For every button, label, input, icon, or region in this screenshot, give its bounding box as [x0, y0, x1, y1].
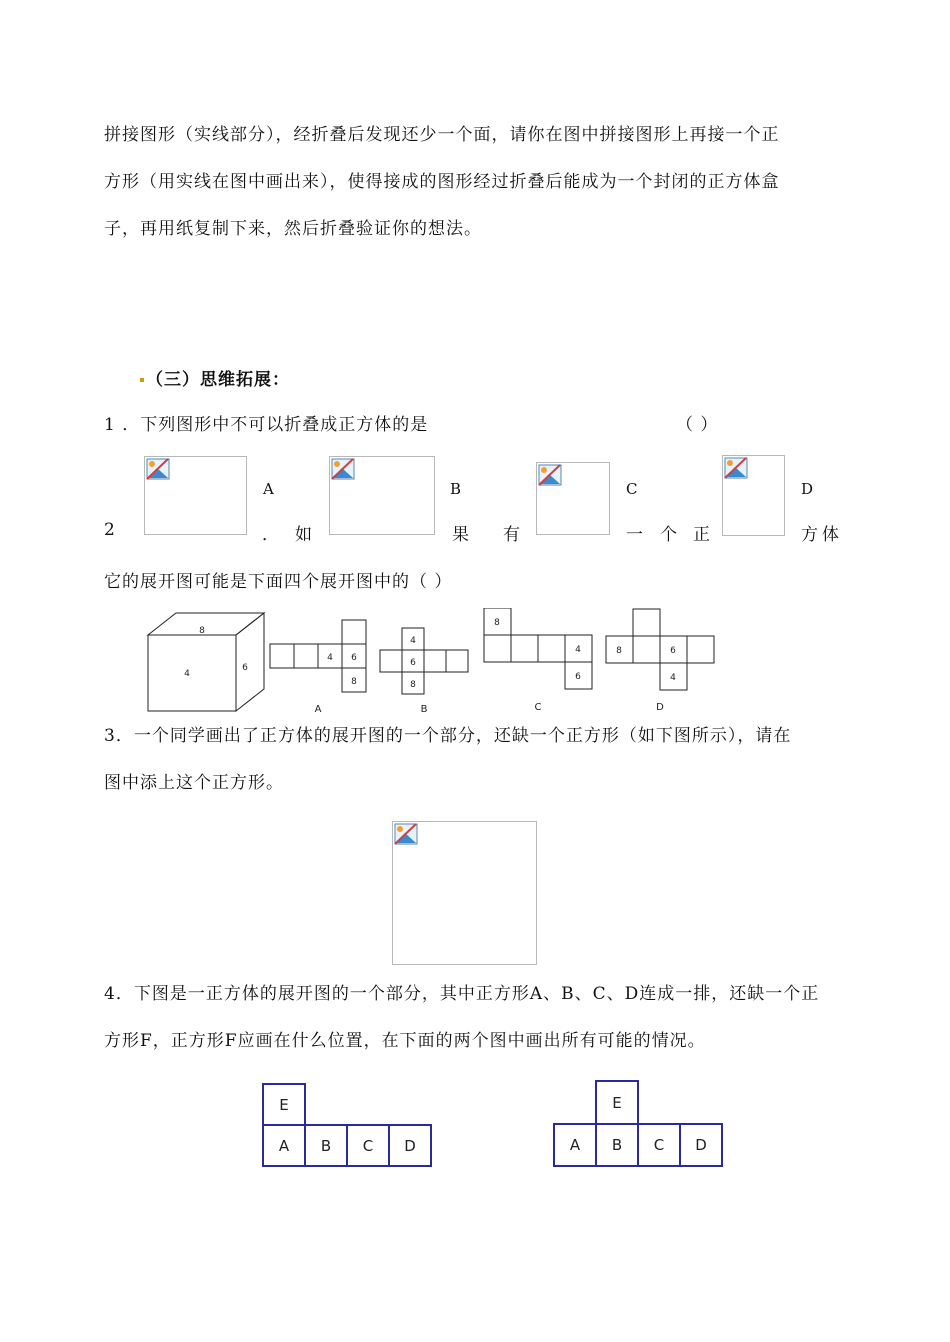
q2-text-part-4: 一: [626, 525, 643, 545]
net-c-face-8: 8: [494, 618, 500, 628]
q1-option-d-label: D: [801, 480, 814, 498]
broken-image-icon: [724, 457, 748, 479]
broken-image-icon: [394, 823, 418, 845]
left-grid-e: E: [279, 1096, 289, 1114]
cube-right-label: 6: [242, 663, 248, 673]
q1-option-c-label: C: [626, 480, 638, 498]
intro-line-3: 子，再用纸复制下来，然后折叠验证你的想法。: [104, 219, 482, 239]
net-d-face-4: 4: [670, 673, 676, 683]
q2-line-2: 它的展开图可能是下面四个展开图中的（ ）: [104, 572, 453, 592]
q3-line-1: 3．一个同学画出了正方体的展开图的一个部分，还缺一个正方形（如下图所示），请在: [104, 726, 792, 746]
net-a-face-6: 6: [351, 653, 357, 663]
q2-cube: [148, 613, 264, 711]
q2-text-part-6: 正: [693, 525, 710, 545]
q1-text: 1 ．下列图形中不可以折叠成正方体的是: [104, 415, 429, 435]
q4-line-2: 方形F，正方形F应画在什么位置，在下面的两个图中画出所有可能的情况。: [104, 1031, 706, 1051]
right-grid-e: E: [612, 1094, 622, 1112]
right-grid-c: C: [653, 1136, 665, 1154]
heading-marker: [140, 378, 144, 382]
net-b-label: B: [420, 704, 428, 715]
intro-line-1: 拼接图形（实线部分），经折叠后发现还少一个面，请你在图中拼接图形上再接一个正: [104, 125, 780, 145]
left-grid-a: A: [278, 1137, 290, 1155]
q1-option-b-image: [329, 456, 435, 535]
net-a-face-4: 4: [327, 653, 333, 663]
net-d-face-6: 6: [670, 646, 676, 656]
right-grid-d: D: [695, 1136, 707, 1154]
net-d-label: D: [656, 702, 664, 713]
broken-image-icon: [146, 458, 170, 480]
section-heading: （三）思维拓展：: [146, 370, 290, 390]
right-grid-b: B: [611, 1136, 623, 1154]
q1-option-b-label: B: [450, 480, 462, 498]
q2-text-part-5: 个: [660, 525, 677, 545]
net-b-face-8: 8: [410, 680, 416, 690]
q3-line-2: 图中添上这个正方形。: [104, 773, 284, 793]
q1-option-a-label: A: [263, 480, 274, 498]
broken-image-icon: [538, 464, 562, 486]
q1-option-a-image: [144, 456, 247, 535]
q2-net-b: [380, 628, 468, 694]
net-c-face-6: 6: [575, 672, 581, 682]
q2-text-part-1: ．如: [262, 525, 328, 545]
q1-answer-blank: （ ）: [676, 415, 719, 435]
q4-figures: [258, 1078, 728, 1174]
cube-top-label: 8: [199, 626, 205, 636]
net-c-label: C: [534, 702, 542, 713]
left-grid-c: C: [362, 1137, 374, 1155]
q2-number: 2: [104, 520, 115, 540]
cube-front-label: 4: [184, 669, 190, 679]
net-d-face-8: 8: [616, 646, 622, 656]
broken-image-icon: [331, 458, 355, 480]
net-c-face-4: 4: [575, 645, 581, 655]
net-b-face-4: 4: [410, 636, 416, 646]
intro-line-2: 方形（用实线在图中画出来），使得接成的图形经过折叠后能成为一个封闭的正方体盒: [104, 172, 780, 192]
q2-figures: [140, 608, 740, 718]
q4-line-1: 4．下图是一正方体的展开图的一个部分，其中正方形A、B、C、D连成一排，还缺一个正: [104, 984, 820, 1004]
left-grid-d: D: [404, 1137, 416, 1155]
q2-text-part-7: 方体: [801, 525, 843, 545]
q2-net-d: [606, 609, 714, 690]
q2-text-part-3: 有: [503, 525, 520, 545]
net-a-label: A: [314, 704, 322, 715]
net-a-face-8: 8: [351, 677, 357, 687]
net-b-face-6: 6: [410, 658, 416, 668]
q1-option-d-image: [722, 455, 785, 536]
right-grid-a: A: [569, 1136, 581, 1154]
q2-text-part-2: 果: [452, 525, 469, 545]
q3-figure-image: [392, 821, 537, 965]
q1-option-c-image: [536, 462, 610, 535]
left-grid-b: B: [320, 1137, 332, 1155]
